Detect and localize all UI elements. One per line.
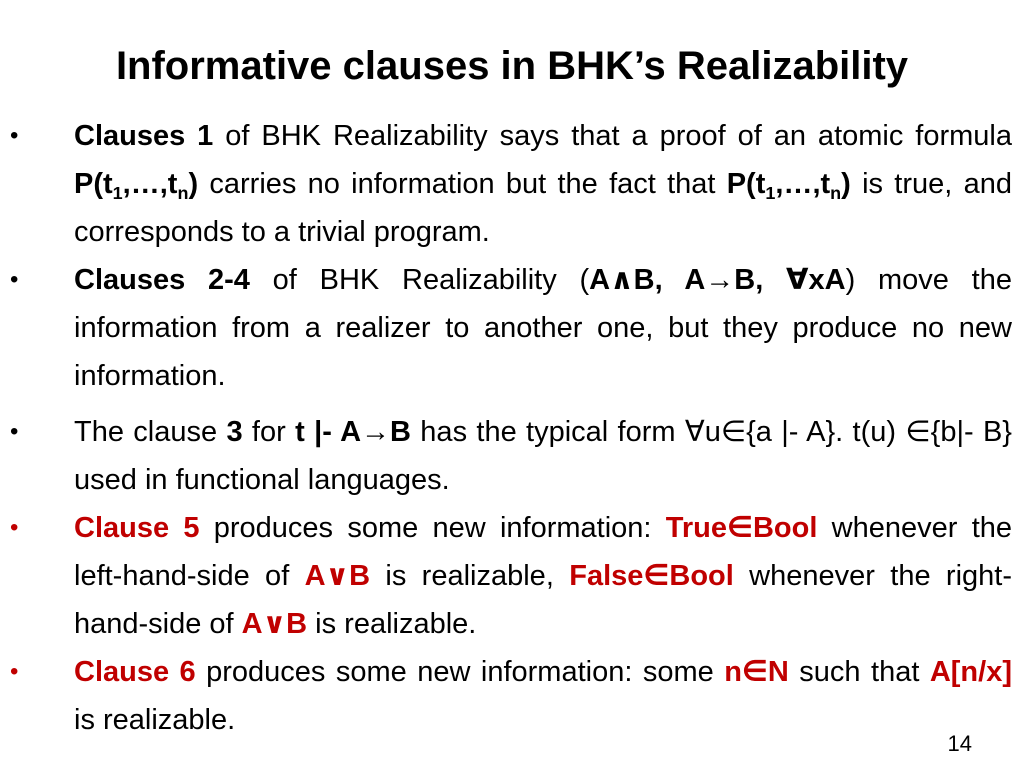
bullet-dot: • bbox=[10, 514, 19, 541]
text-segment: is realizable. bbox=[307, 608, 477, 640]
text-segment: P(t bbox=[74, 168, 113, 200]
text-segment: A∧B, A→B, ∀xA bbox=[589, 264, 846, 296]
bullet-list bbox=[0, 112, 1024, 744]
page-number: 14 bbox=[947, 731, 972, 756]
text-segment: ,…,t bbox=[122, 168, 178, 200]
bullet-clause-1 bbox=[0, 112, 1024, 256]
subscript: 1 bbox=[112, 182, 123, 203]
text-segment: A∨B bbox=[304, 560, 371, 592]
text-segment: The clause bbox=[74, 416, 227, 448]
text-segment: is realizable. bbox=[74, 704, 236, 736]
bullet-dot: • bbox=[10, 658, 19, 685]
text-segment: t |- A→B bbox=[295, 416, 411, 448]
text-segment: is realizable, bbox=[370, 560, 570, 592]
bullet-clause-5 bbox=[0, 504, 1024, 648]
text-segment: has the typical form ∀u∈{a |- A}. t(u) ∈{b|- B} used in functional languages. bbox=[74, 416, 1012, 496]
slide-title: Informative clauses in BHK’s Realizability bbox=[115, 44, 909, 88]
text-segment: P(t bbox=[726, 168, 766, 200]
text-segment: ) move the information from a realizer to another one, but they produce no new information. bbox=[74, 264, 1012, 392]
text-segment: ) bbox=[841, 168, 851, 200]
text-segment: n∈N bbox=[724, 656, 789, 688]
bullet-clause-3 bbox=[0, 408, 1024, 504]
text-segment: ,…,t bbox=[775, 168, 831, 200]
text-segment: 3 bbox=[226, 416, 243, 448]
text-segment: True∈Bool bbox=[665, 512, 818, 544]
subscript: 1 bbox=[765, 182, 776, 203]
text-segment: False∈Bool bbox=[569, 560, 734, 592]
bullet-clauses-2-4 bbox=[0, 256, 1024, 400]
bullet-text bbox=[24, 648, 1012, 744]
bullet-dot: • bbox=[10, 266, 19, 293]
text-segment: whenever the right-hand-side of bbox=[74, 560, 1012, 640]
text-segment: of BHK Realizability ( bbox=[249, 264, 590, 296]
text-segment: A[n/x] bbox=[929, 656, 1012, 688]
subscript: n bbox=[177, 182, 189, 203]
text-segment: Clauses 2-4 bbox=[74, 264, 250, 296]
text-segment: for bbox=[242, 416, 296, 448]
text-segment: carries no information but the fact that bbox=[198, 168, 727, 200]
text-segment: whenever the left-hand-side of bbox=[74, 512, 1013, 592]
bullet-text bbox=[24, 504, 1012, 648]
bullet-text bbox=[24, 256, 1012, 400]
text-segment: produces some new information: bbox=[199, 512, 666, 544]
bullet-clause-6 bbox=[0, 648, 1024, 744]
text-segment: produces some new information: some bbox=[195, 656, 725, 688]
text-segment: Clause 5 bbox=[74, 512, 200, 544]
text-segment: such that bbox=[788, 656, 930, 688]
text-segment: is true, and corresponds to a trivial program. bbox=[74, 168, 1012, 248]
text-segment: of BHK Realizability says that a proof of an atomic formula bbox=[213, 120, 1012, 152]
text-segment: A∨B bbox=[241, 608, 308, 640]
text-segment: Clause 6 bbox=[74, 656, 196, 688]
bullet-text bbox=[24, 408, 1012, 504]
text-segment: Clauses 1 bbox=[74, 120, 214, 152]
text-segment: ) bbox=[188, 168, 199, 200]
bullet-dot: • bbox=[10, 418, 19, 445]
subscript: n bbox=[830, 182, 842, 203]
bullet-text bbox=[24, 112, 1012, 256]
bullet-dot: • bbox=[10, 122, 19, 149]
